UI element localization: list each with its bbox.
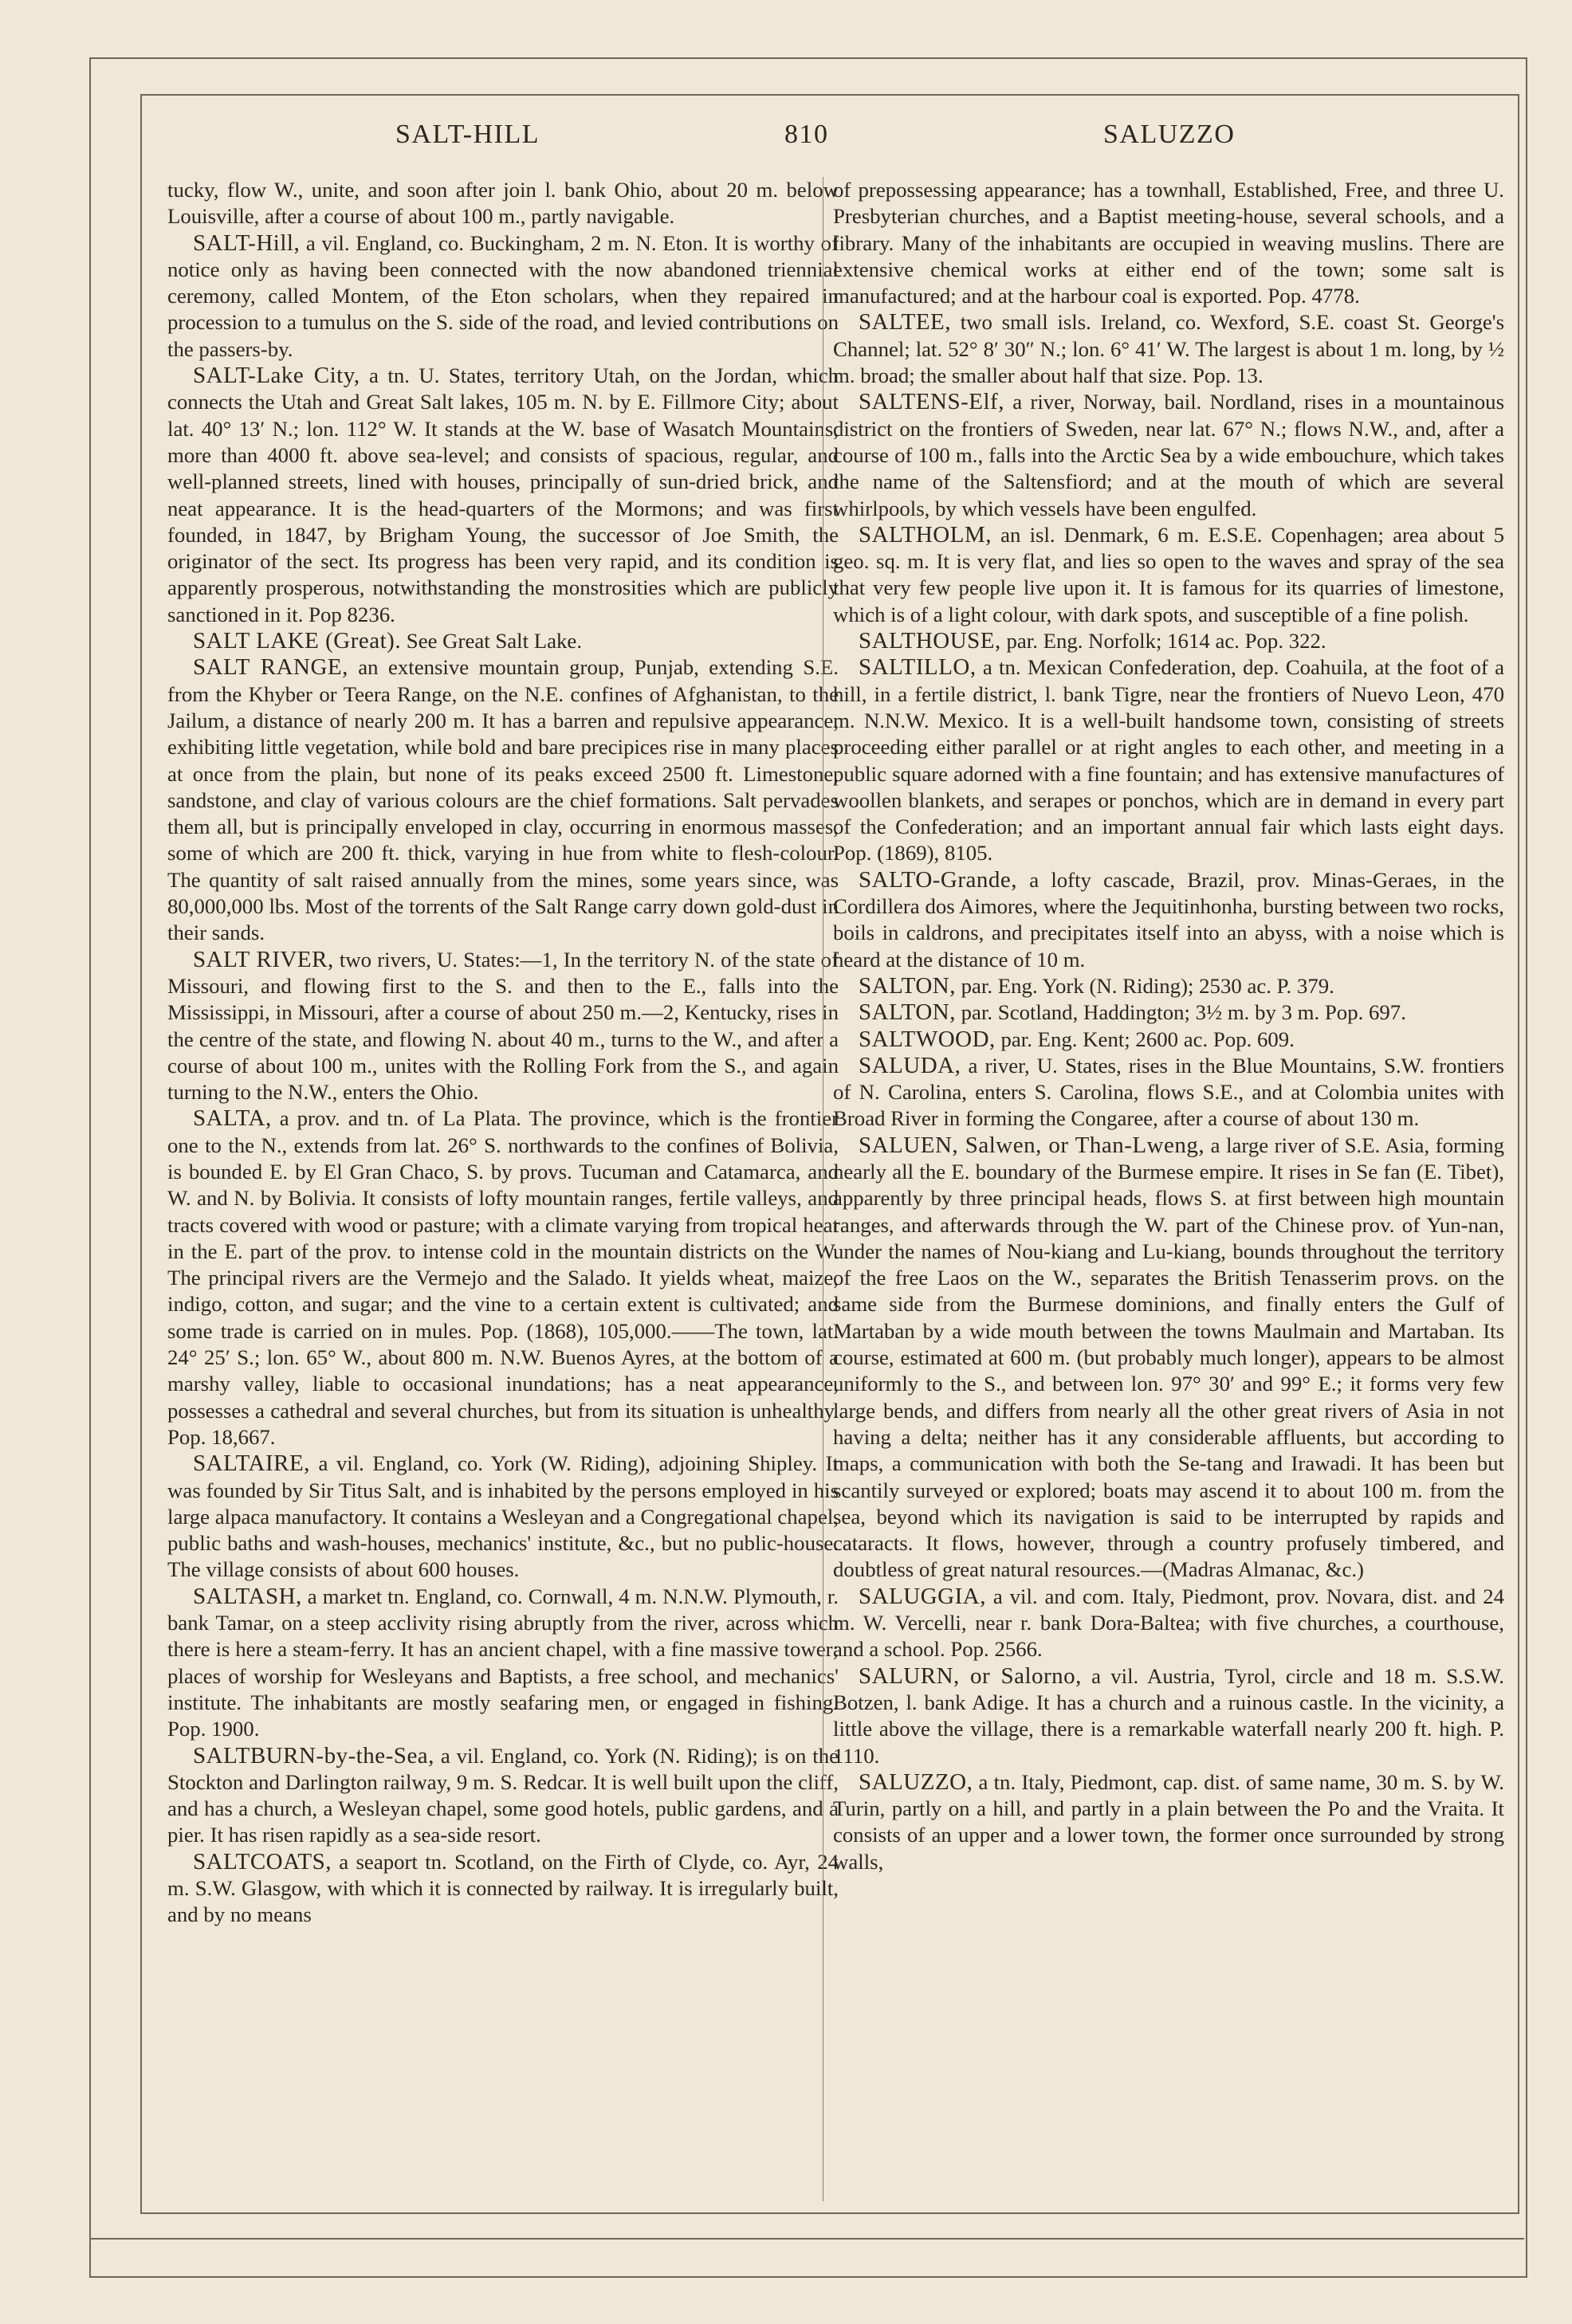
gazetteer-entry-saltcoats	[167, 1849, 839, 1929]
gazetteer-entry-salt-river-tail	[167, 177, 839, 230]
headword: SALTON,	[859, 972, 956, 999]
gazetteer-entry-saltholm	[833, 522, 1504, 628]
headword: SALTA,	[193, 1105, 272, 1132]
headword: SALTAIRE,	[193, 1451, 310, 1477]
headword: SALUZZO,	[859, 1769, 973, 1795]
headword: SALTASH,	[193, 1583, 302, 1609]
headword: SALTON,	[859, 999, 956, 1026]
entry-text: a tn. Italy, Piedmont, cap. dist. of same name, 30 m. S. by W. Turin, partly on a hill, and partly in a plain between the Po and the Vraita. It consists of an upper and a lower town, the former once surrounded by strong walls,	[833, 1769, 1504, 1874]
gazetteer-entry-salton-eng	[833, 973, 1504, 999]
gazetteer-entry-saltburn	[167, 1743, 839, 1849]
headword: SALTCOATS,	[193, 1848, 332, 1875]
entry-text: a river, U. States, rises in the Blue Mountains, S.W. frontiers of N. Carolina, enters S. Carolina, flows S.E., and at Colombia unites with Broad River in forming the Congaree, after a course of about 130 m.	[833, 1053, 1504, 1131]
entry-text: a tn. U. States, territory Utah, on the Jordan, which connects the Utah and Great Salt lakes, 105 m. N. by E. Fillmore City; about lat. 40° 13′ N.; lon. 112° W. It stands at the W. base of Wasatch Mountains, more than 4000 ft. above sea-level; and consists of spacious, regular, and well-planned streets, lined with houses, principally of sun-dried brick, and neat appearance. It is the head-quarters of the Mormons; and was first founded, in 1847, by Brigham Young, the successor of Joe Smith, the originator of the sect. Its progress has been very rapid, and its condition is apparently prosperous, notwithstanding the monstrosities which are publicly sanctioned in it. Pop 8236.	[167, 363, 839, 626]
entry-text: a market tn. England, co. Cornwall, 4 m. N.N.W. Plymouth, r. bank Tamar, on a steep acclivity rising abruptly from the river, across which there is here a steam-ferry. It has an ancient chapel, with a fine massive tower; places of worship for Wesleyans and Baptists, a free school, and mechanics' institute. The inhabitants are mostly seafaring men, or engaged in fishing. Pop. 1900.	[167, 1584, 839, 1741]
gazetteer-entry-saluda	[833, 1053, 1504, 1133]
entry-text: a vil. England, co. Buckingham, 2 m. N. Eton. It is worthy of notice only as having been connected with the now abandoned triennial ceremony, called Montem, of the Eton scholars, when they repaired in procession to a tumulus on the S. side of the road, and levied contributions on the passers-by.	[167, 230, 839, 361]
entry-text: tucky, flow W., unite, and soon after join l. bank Ohio, about 20 m. below Louisville, after a course of about 100 m., partly navigable.	[167, 178, 839, 229]
gazetteer-entry-salt-range	[167, 654, 839, 946]
entry-text: See Great Salt Lake.	[401, 629, 583, 654]
headword: SALTILLO,	[859, 654, 977, 681]
headword: SALTHOUSE,	[859, 628, 1001, 654]
header-right-catchword: SALUZZO	[1103, 120, 1236, 149]
entry-text: two rivers, U. States:—1, In the territory N. of the state of Missouri, and flowing first to the S. and then to the E., falls into the Mississippi, in Missouri, after a course of about 250 m.—2, Kentucky, rises in the centre of the state, and flowing N. about 40 m., turns to the W., and after a course of about 100 m., unites with the Rolling Fork from the S., and again turning to the N.W., enters the Ohio.	[167, 947, 839, 1105]
entry-text: par. Scotland, Haddington; 3½ m. by 3 m. Pop. 697.	[955, 1000, 1406, 1025]
gazetteer-entry-salurn	[833, 1663, 1504, 1769]
headword: SALTO-Grande,	[859, 866, 1018, 893]
left-column	[167, 177, 839, 2217]
page-number: 810	[784, 120, 829, 149]
entry-text: par. Eng. Norfolk; 1614 ac. Pop. 322.	[1000, 629, 1326, 654]
entry-text: a vil. Austria, Tyrol, circle and 18 m. S.S.W. Botzen, l. bank Adige. It has a church and a ruinous castle. In the vicinity, a little above the village, there is a remarkable waterfall nearly 200 ft. high. P. 1110.	[833, 1663, 1504, 1768]
gazetteer-entry-saltash	[167, 1584, 839, 1743]
entry-text: of prepossessing appearance; has a townhall, Established, Free, and three U. Presbyterian churches, and a Baptist meeting-house, several schools, and a library. Many of the inhabitants are occupied in weaving muslins. There are extensive chemical works at either end of the town; some salt is manufactured; and at the harbour coal is exported. Pop. 4778.	[833, 178, 1504, 308]
headword: SALT RIVER,	[193, 946, 334, 972]
headword: SALTENS-Elf,	[859, 389, 1004, 415]
gazetteer-entry-saltens-elf	[833, 389, 1504, 521]
gazetteer-entry-saluen	[833, 1133, 1504, 1584]
entry-text: an extensive mountain group, Punjab, extending S.E. from the Khyber or Teera Range, on the N.E. confines of Afghanistan, to the Jailum, a distance of nearly 200 m. It has a barren and repulsive appearance, exhibiting little vegetation, while bold and bare precipices rise in many places at once from the plain, but none of its peaks exceed 2500 ft. Limestone, sandstone, and clay of various colours are the chief formations. Salt pervades them all, but is principally enveloped in clay, occurring in enormous masses, some of which are 200 ft. thick, varying in hue from white to flesh-colour. The quantity of salt raised annually from the mines, some years since, was 80,000,000 lbs. Most of the torrents of the Salt Range carry down gold-dust in their sands.	[167, 655, 839, 945]
headword: SALT RANGE,	[193, 654, 348, 681]
gazetteer-entry-salthouse	[833, 628, 1504, 654]
entry-text: a vil. and com. Italy, Piedmont, prov. Novara, dist. and 24 m. W. Vercelli, near r. bank Dora-Baltea; with five churches, a courthouse, and a school. Pop. 2566.	[833, 1584, 1504, 1662]
gazetteer-entry-salt-lake-city	[167, 363, 839, 628]
entry-text: par. Eng. Kent; 2600 ac. Pop. 609.	[995, 1027, 1295, 1051]
bottom-rule	[89, 2238, 1524, 2240]
running-header	[140, 113, 1516, 161]
gazetteer-entry-saltcoats-tail	[833, 177, 1504, 309]
gazetteer-entry-saluzzo	[833, 1769, 1504, 1875]
gazetteer-entry-salt-hill	[167, 230, 839, 363]
headword: SALTWOOD,	[859, 1026, 996, 1052]
headword: SALUGGIA,	[859, 1583, 986, 1609]
gazetteer-entry-saltillo	[833, 654, 1504, 866]
headword: SALTHOLM,	[859, 521, 992, 548]
gazetteer-entry-salto-grande	[833, 867, 1504, 973]
headword: SALTBURN-by-the-Sea,	[193, 1742, 434, 1769]
entry-text: a river, Norway, bail. Nordland, rises in a mountainous district on the frontiers of Sweden, near lat. 67° N.; flows N.W., and, after a course of 100 m., falls into the Arctic Sea by a wide embouchure, which takes the name of the Saltensfiord; and at the mouth of which are several whirlpools, by which vessels have been engulfed.	[833, 390, 1504, 520]
headword: SALT-Lake City,	[193, 363, 360, 389]
headword: SALURN, or Salorno,	[859, 1663, 1082, 1689]
gazetteer-entry-salta	[167, 1105, 839, 1451]
entry-text: a vil. England, co. York (W. Riding), adjoining Shipley. It was founded by Sir Titus Salt, and is inhabited by the persons employed in his large alpaca manufactory. It contains a Wesleyan and a Congregational chapel, public baths and wash-houses, mechanics' institute, &c., but no public-house. The village consists of about 600 houses.	[167, 1451, 839, 1582]
headword: SALTEE,	[859, 309, 952, 336]
gazetteer-entry-saluggia	[833, 1584, 1504, 1663]
entry-text: two small isls. Ireland, co. Wexford, S.E. coast St. George's Channel; lat. 52° 8′ 30″ N.; lon. 6° 41′ W. The largest is about 1 m. long, by ½ m. broad; the smaller about half that size. Pop. 13.	[833, 310, 1504, 388]
entry-text: a prov. and tn. of La Plata. The province, which is the frontier one to the N., extends from lat. 26° S. northwards to the confines of Bolivia, is bounded E. by El Gran Chaco, S. by provs. Tucuman and Catamarca, and W. and N. by Bolivia. It consists of lofty mountain ranges, fertile valleys, and tracts covered with wood or pasture; with a climate varying from tropical heat in the E. part of the prov. to intense cold in the mountain districts on the W. The principal rivers are the Vermejo and the Salado. It yields wheat, maize, indigo, cotton, and sugar; and the vine to a certain extent is cultivated; and some trade is carried on in mules. Pop. (1868), 105,000.——The town, lat. 24° 25′ S.; lon. 65° W., about 800 m. N.W. Buenos Ayres, at the bottom of a marshy valley, liable to occasional inundations; has a neat appearance, possesses a cathedral and several churches, but from its situation is unhealthy. Pop. 18,667.	[167, 1106, 839, 1449]
gazetteer-entry-saltee	[833, 309, 1504, 389]
right-column	[833, 177, 1504, 2217]
gazetteer-entry-salton-scot	[833, 999, 1504, 1026]
gazetteer-entry-saltwood	[833, 1027, 1504, 1053]
gazetteer-entry-saltaire	[167, 1451, 839, 1583]
entry-text: a tn. Mexican Confederation, dep. Coahuila, at the foot of a hill, in a fertile district, l. bank Tigre, near the frontiers of Nuevo Leon, 470 m. N.N.W. Mexico. It is a well-built handsome town, consisting of streets proceeding either parallel or at right angles to each other, and meeting in a public square adorned with a fine fountain; and has extensive manufactures of woollen blankets, and serapes or ponchos, which are in demand in every part of the Confederation; and an important annual fair which lasts eight days. Pop. (1869), 8105.	[833, 655, 1504, 866]
entry-text: a seaport tn. Scotland, on the Firth of Clyde, co. Ayr, 24 m. S.W. Glasgow, with which it is connected by railway. It is irregularly built, and by no means	[167, 1849, 839, 1927]
headword: SALUDA,	[859, 1052, 961, 1078]
entry-text: an isl. Denmark, 6 m. E.S.E. Copenhagen; area about 5 geo. sq. m. It is very flat, and lies so open to the waves and spray of the sea that very few people live upon it. It is famous for its quarries of limestone, which is of a light colour, with dark spots, and susceptible of a fine polish.	[833, 522, 1504, 626]
headword: SALT-Hill,	[193, 230, 301, 256]
headword: SALT LAKE (Great).	[193, 628, 402, 654]
entry-text: a lofty cascade, Brazil, prov. Minas-Geraes, in the Cordillera dos Aimores, where the Jequitinhonha, bursting between two rocks, boils in caldrons, and precipitates itself into an abyss, with a noise which is heard at the distance of 10 m.	[833, 867, 1504, 972]
entry-text: a large river of S.E. Asia, forming nearly all the E. boundary of the Burmese empire. It rises in Se fan (E. Tibet), apparently by three principal heads, flows S. at first between high mountain ranges, and afterwards through the W. part of the Chinese prov. of Yun-nan, under the names of Nou-kiang and Lu-kiang, bounds throughout the territory of the free Laos on the W., separates the British Tenasserim provs. on the same side from the Burmese dominions, and finally enters the Gulf of Martaban by a wide mouth between the towns Maulmain and Martaban. Its course, estimated at 600 m. (but probably much longer), appears to be almost uniformly to the S., and between lon. 97° 30′ and 99° E.; it forms very few large bends, and differs from nearly all the other great rivers of Asia in not having a delta; neither has it any considerable affluents, but according to maps, a communication with both the Se-tang and Irawadi. It has been but scantily surveyed or explored; boats may ascend it to about 100 m. from the sea, beyond which its navigation is said to be interrupted by rapids and cataracts. It flows, however, through a country profusely timbered, and doubtless of great natural resources.—(Madras Almanac, &c.)	[833, 1133, 1504, 1582]
headword: SALUEN, Salwen, or Than-Lweng,	[859, 1132, 1205, 1158]
gazetteer-entry-salt-river	[167, 947, 839, 1106]
gazetteer-entry-salt-lake-great	[167, 628, 839, 654]
header-left-catchword: SALT-HILL	[395, 120, 540, 149]
entry-text: a vil. England, co. York (N. Riding); is on the Stockton and Darlington railway, 9 m. S. Redcar. It is well built upon the cliff, and has a church, a Wesleyan chapel, some good hotels, public gardens, and a pier. It has risen rapidly as a sea-side resort.	[167, 1743, 839, 1847]
entry-text: par. Eng. York (N. Riding); 2530 ac. P. 379.	[955, 973, 1334, 998]
